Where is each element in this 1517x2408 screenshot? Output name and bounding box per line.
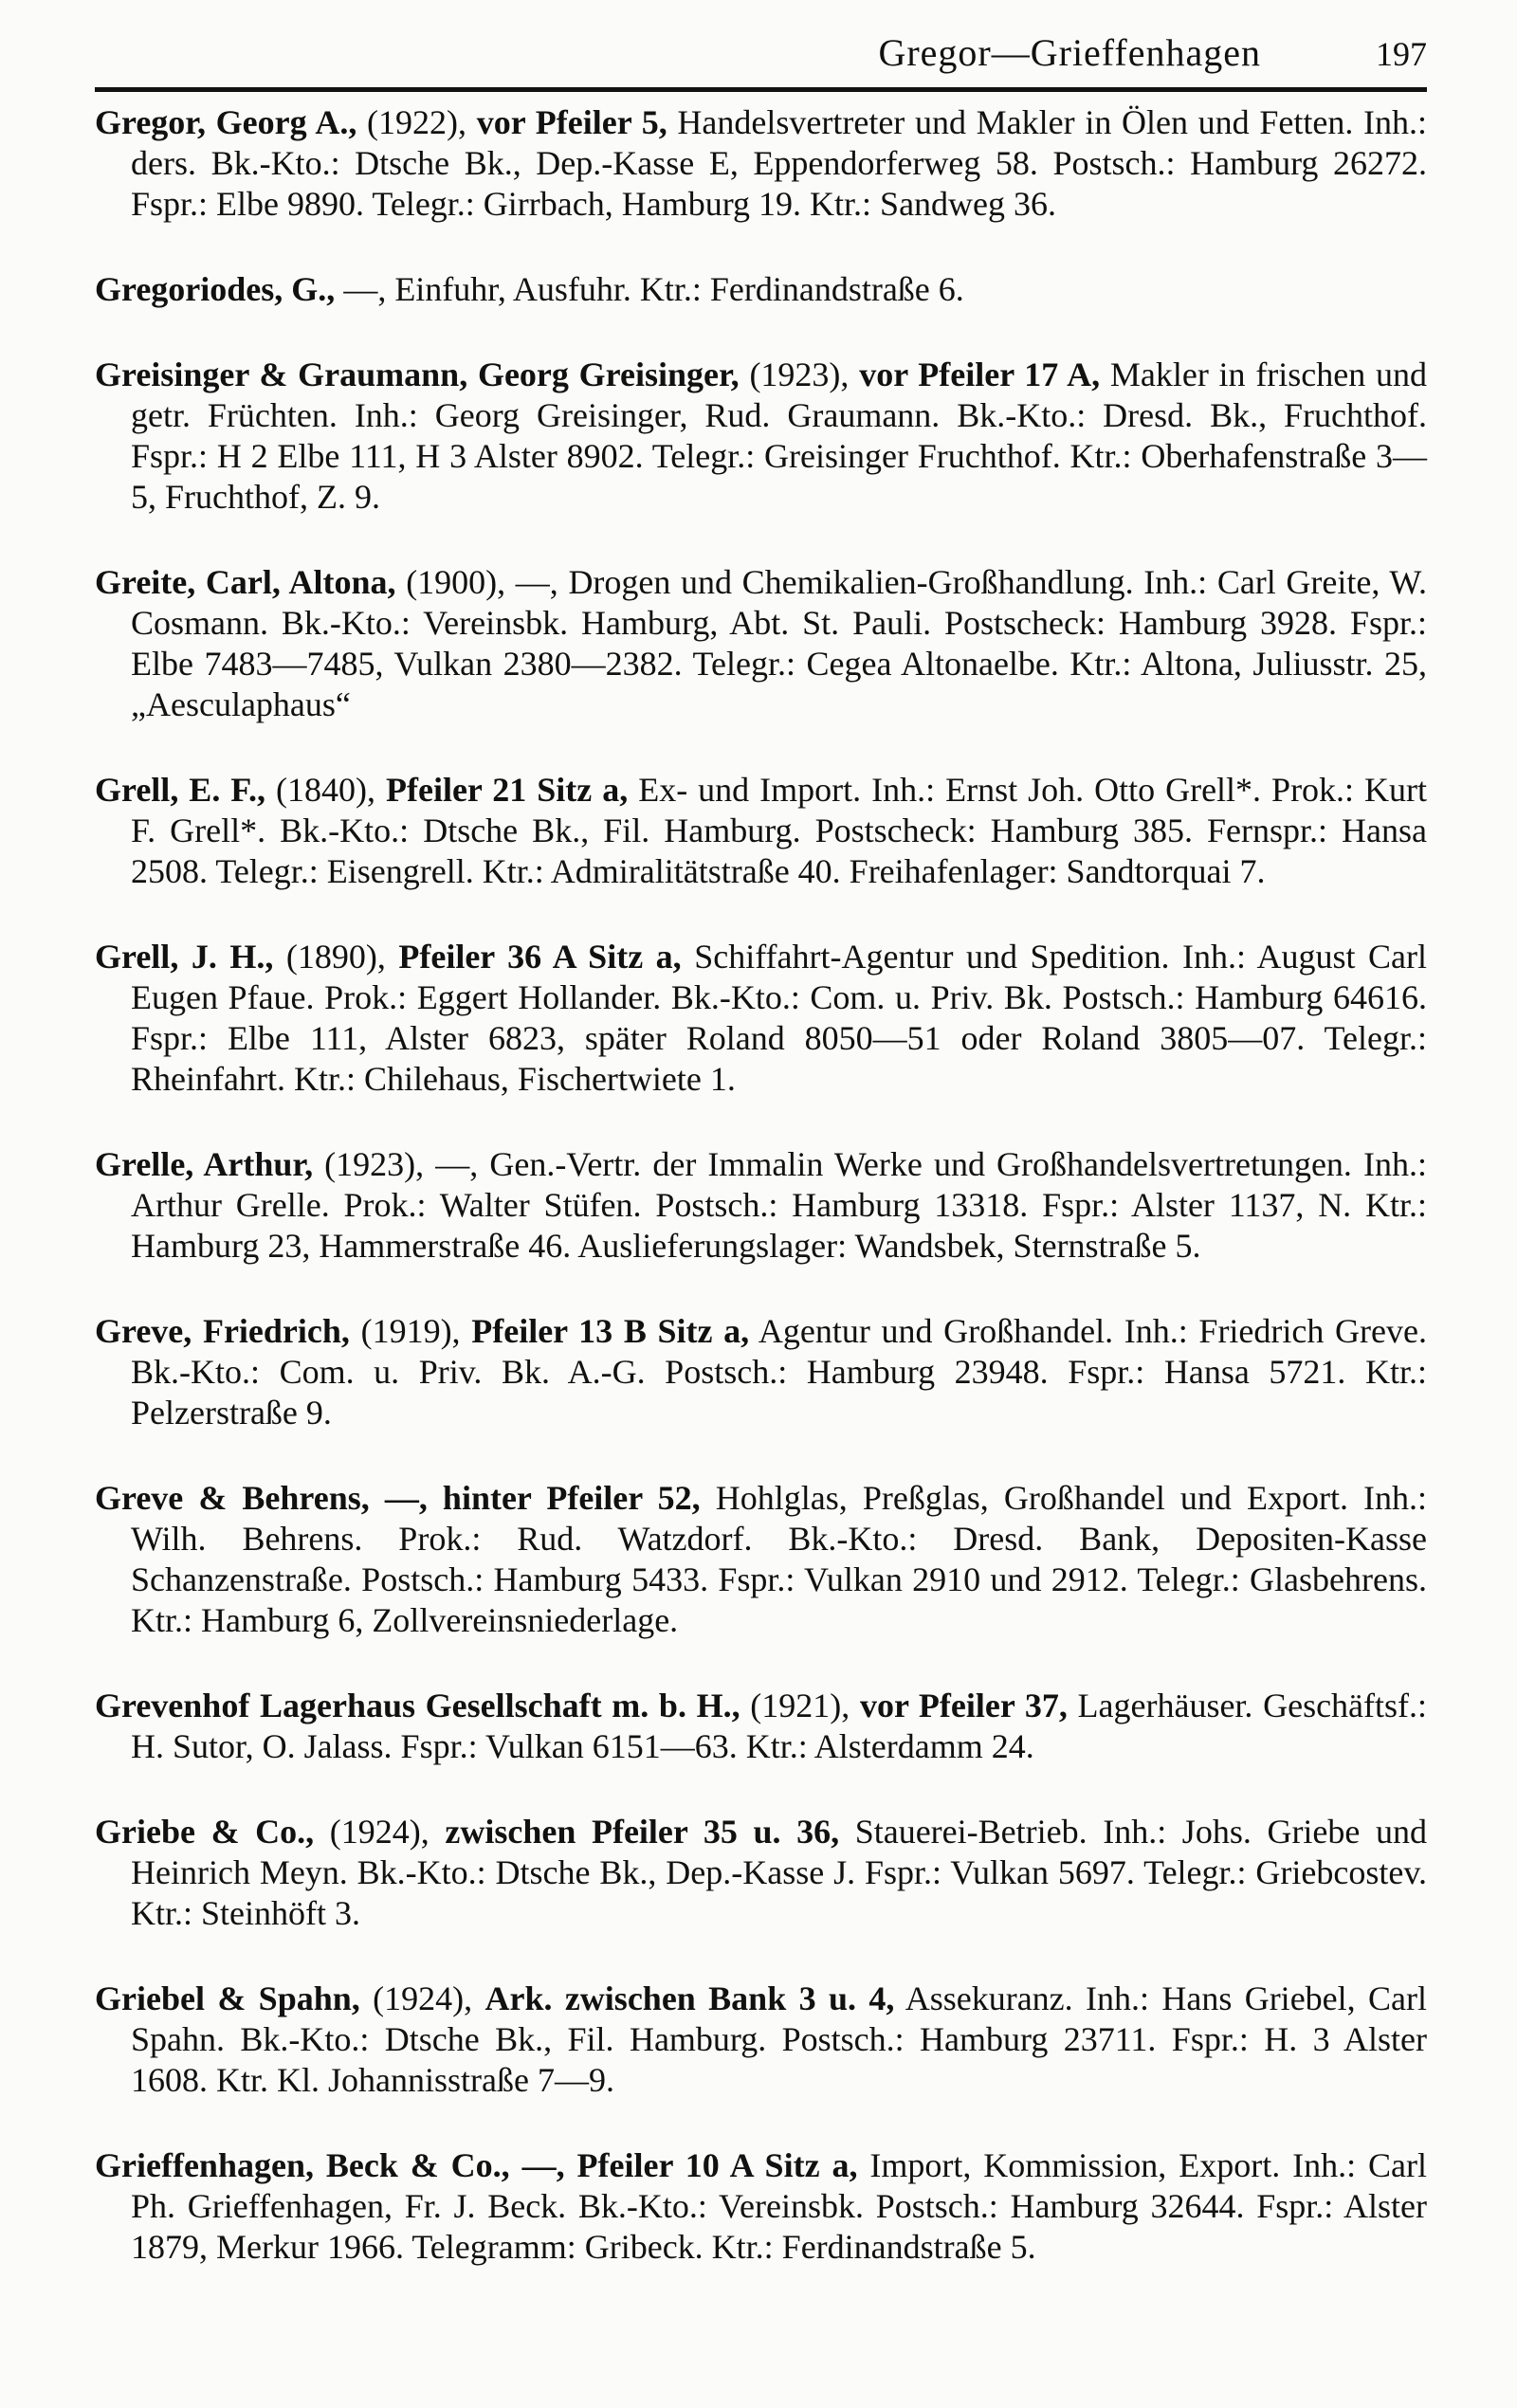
directory-entry xyxy=(95,1311,1427,1433)
entry-location: Pfeiler 13 B Sitz a, xyxy=(471,1312,750,1350)
entry-year: (1922), xyxy=(367,103,467,141)
entry-year: —, xyxy=(343,270,387,308)
entry-location: Pfeiler 21 Sitz a, xyxy=(385,771,629,809)
entry-location: Pfeiler 36 A Sitz a, xyxy=(398,938,682,976)
entry-year: (1840), xyxy=(276,771,375,809)
entry-body: Stauerei-Betrieb. Inh.: Johs. Griebe und Heinrich Meyn. Bk.-Kto.: Dtsche Bk., Dep.-Kasse J. Fspr.: Vulkan 5697. Telegr.: Griebcostev. Ktr.: Steinhöft 3. xyxy=(131,1813,1427,1932)
entry-name: Grieffenhagen, Beck & Co., —, xyxy=(95,2146,565,2184)
entry-name: Grell, E. F., xyxy=(95,771,265,809)
entry-location: vor Pfeiler 37, xyxy=(859,1687,1068,1724)
entry-list xyxy=(95,102,1427,2312)
entry-year: (1924), xyxy=(329,1813,430,1851)
directory-entry xyxy=(95,1686,1427,1767)
entry-body: Lagerhäuser. Geschäftsf.: H. Sutor, O. Jalass. Fspr.: Vulkan 6151—63. Ktr.: Alsterdamm 24. xyxy=(131,1687,1428,1765)
entry-body: Gen.-Vertr. der Immalin Werke und Großhandelsvertretungen. Inh.: Arthur Grelle. Prok.: Walter Stüfen. Postsch.: Hamburg 13318. Fspr.: Alster 1137, N. Ktr.: Hamburg 23, Hammerstraße 46. Auslieferungslager: Wandsbek, Sternstraße 5. xyxy=(131,1145,1428,1265)
entry-name: Greisinger & Graumann, Georg Greisinger, xyxy=(95,356,740,393)
page-number: 197 xyxy=(1376,35,1427,73)
entry-year: (1923), —, xyxy=(324,1145,479,1183)
running-head: Gregor—Grieffenhagen xyxy=(878,31,1261,74)
directory-entry xyxy=(95,562,1427,725)
entry-body: Ex- und Import. Inh.: Ernst Joh. Otto Grell*. Prok.: Kurt F. Grell*. Bk.-Kto.: Dtsche Bk., Fil. Hamburg. Postscheck: Hamburg 385. Fernspr.: Hansa 2508. Telegr.: Eisengrell. Ktr.: Admiralitätstraße 40. Freihafenlager: Sandtorquai 7. xyxy=(131,771,1428,890)
entry-year: (1924), xyxy=(373,1979,473,2017)
directory-entry xyxy=(95,102,1427,225)
directory-entry xyxy=(95,355,1427,518)
entry-location: Pfeiler 10 A Sitz a, xyxy=(576,2146,858,2184)
directory-entry xyxy=(95,1144,1427,1267)
directory-entry xyxy=(95,937,1427,1100)
entry-location: vor Pfeiler 17 A, xyxy=(859,356,1101,393)
entry-year: (1919), xyxy=(360,1312,461,1350)
entry-name: Gregoriodes, G., xyxy=(95,270,336,308)
entry-name: Greve & Behrens, —, xyxy=(95,1479,428,1517)
entry-body: Einfuhr, Ausfuhr. Ktr.: Ferdinandstraße 6. xyxy=(394,270,964,308)
directory-entry xyxy=(95,269,1427,310)
entry-year: (1900), —, xyxy=(406,563,558,601)
header-rule xyxy=(95,87,1427,92)
directory-entry xyxy=(95,1478,1427,1641)
entry-body: Handelsvertreter und Makler in Ölen und Fetten. Inh.: ders. Bk.-Kto.: Dtsche Bk., Dep.-Kasse E, Eppendorferweg 58. Postsch.: Hamburg 26272. Fspr.: Elbe 9890. Telegr.: Girrbach, Hamburg 19. Ktr.: Sandweg 36. xyxy=(131,103,1428,223)
entry-location: zwischen Pfeiler 35 u. 36, xyxy=(445,1813,840,1851)
entry-name: Grevenhof Lagerhaus Gesellschaft m. b. H., xyxy=(95,1687,740,1724)
entry-body: Makler in frischen und getr. Früchten. Inh.: Georg Greisinger, Rud. Graumann. Bk.-Kto.: Dresd. Bk., Fruchthof. Fspr.: H 2 Elbe 111, H 3 Alster 8902. Telegr.: Greisinger Fruchthof. Ktr.: Oberhafenstraße 3—5, Fruchthof, Z. 9. xyxy=(131,356,1428,516)
entry-body: Agentur und Großhandel. Inh.: Friedrich Greve. Bk.-Kto.: Com. u. Priv. Bk. A.-G. Postsch.: Hamburg 23948. Fspr.: Hansa 5721. Ktr.: Pelzerstraße 9. xyxy=(131,1312,1427,1432)
entry-year: (1921), xyxy=(750,1687,850,1724)
directory-entry xyxy=(95,770,1427,892)
entry-body: Drogen und Chemikalien-Großhandlung. Inh.: Carl Greite, W. Cosmann. Bk.-Kto.: Vereinsbk. Hamburg, Abt. St. Pauli. Postscheck: Hamburg 3928. Fspr.: Elbe 7483—7485, Vulkan 2380—2382. Telegr.: Cegea Altonaelbe. Ktr.: Altona, Juliusstr. 25, „Aesculaphaus“ xyxy=(131,563,1428,723)
entry-name: Gregor, Georg A., xyxy=(95,103,357,141)
entry-name: Griebe & Co., xyxy=(95,1813,315,1851)
entry-body: Schiffahrt-Agentur und Spedition. Inh.: August Carl Eugen Pfaue. Prok.: Eggert Hollander. Bk.-Kto.: Com. u. Priv. Bk. Postsch.: Hamburg 64616. Fspr.: Elbe 111, Alster 6823, später Roland 8050—51 oder Roland 3805—07. Telegr.: Rheinfahrt. Ktr.: Chilehaus, Fischertwiete 1. xyxy=(131,938,1427,1098)
entry-name: Griebel & Spahn, xyxy=(95,1979,360,2017)
entry-body: Hohlglas, Preßglas, Großhandel und Export. Inh.: Wilh. Behrens. Prok.: Rud. Watzdorf. Bk.-Kto.: Dresd. Bank, Depositen-Kasse Schanzenstraße. Postsch.: Hamburg 5433. Fspr.: Vulkan 2910 und 2912. Telegr.: Glasbehrens. Ktr.: Hamburg 6, Zollvereinsniederlage. xyxy=(131,1479,1428,1639)
entry-name: Grelle, Arthur, xyxy=(95,1145,314,1183)
entry-location: hinter Pfeiler 52, xyxy=(442,1479,701,1517)
entry-location: vor Pfeiler 5, xyxy=(476,103,667,141)
entry-body: Assekuranz. Inh.: Hans Griebel, Carl Spahn. Bk.-Kto.: Dtsche Bk., Fil. Hamburg. Postsch.: Hamburg 23711. Fspr.: H. 3 Alster 1608. Ktr. Kl. Johannisstraße 7—9. xyxy=(131,1979,1427,2099)
entry-location: Ark. zwischen Bank 3 u. 4, xyxy=(484,1979,895,2017)
entry-body: Import, Kommission, Export. Inh.: Carl Ph. Grieffenhagen, Fr. J. Beck. Bk.-Kto.: Vereinsbk. Postsch.: Hamburg 32644. Fspr.: Alster 1879, Merkur 1966. Telegramm: Gribeck. Ktr.: Ferdinandstraße 5. xyxy=(131,2146,1428,2266)
entry-name: Greve, Friedrich, xyxy=(95,1312,350,1350)
entry-year: (1923), xyxy=(749,356,850,393)
directory-entry xyxy=(95,1812,1427,1934)
directory-entry xyxy=(95,1979,1427,2101)
entry-year: (1890), xyxy=(285,938,386,976)
entry-name: Grell, J. H., xyxy=(95,938,274,976)
directory-entry xyxy=(95,2145,1427,2268)
page-header xyxy=(95,27,1427,83)
entry-name: Greite, Carl, Altona, xyxy=(95,563,396,601)
